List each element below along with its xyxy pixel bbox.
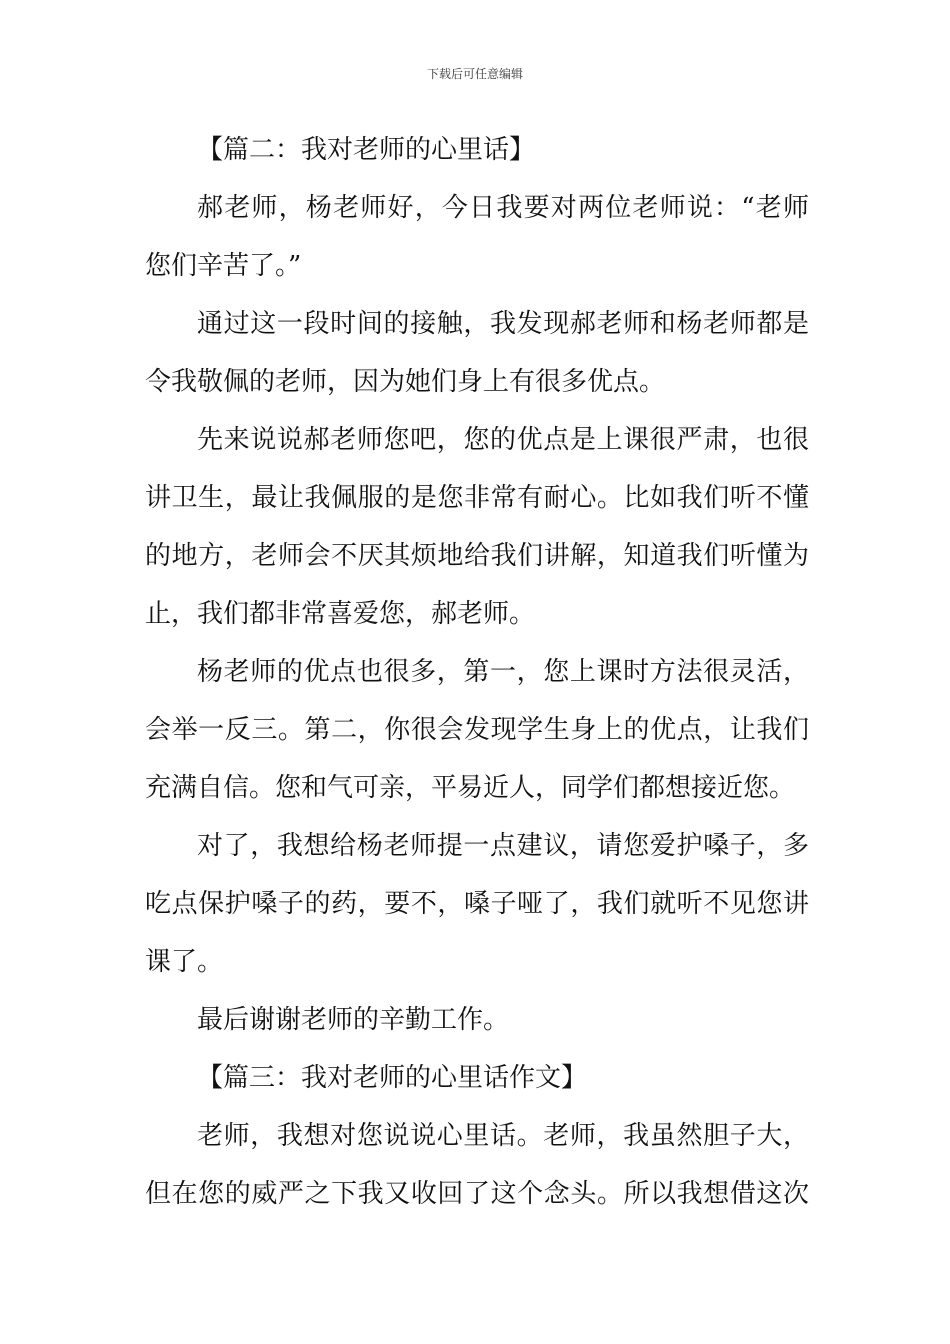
text-line: 会举一反三。第二，你很会发现学生身上的优点，让我们 (145, 715, 809, 745)
text-line: 的地方，老师会不厌其烦地给我们讲解，知道我们听懂为 (145, 541, 809, 571)
text-line: 讲卫生，最让我佩服的是您非常有耐心。比如我们听不懂 (145, 483, 809, 513)
text-line: 通过这一段时间的接触，我发现郝老师和杨老师都是 (197, 309, 809, 339)
text-line: 止，我们都非常喜爱您，郝老师。 (145, 599, 536, 629)
text-line: 充满自信。您和气可亲，平易近人，同学们都想接近您。 (145, 773, 796, 803)
text-line: 最后谢谢老师的辛勤工作。 (197, 1005, 510, 1035)
text-line: 老师，我想对您说说心里话。老师，我虽然胆子大， (197, 1121, 809, 1151)
text-line: 但在您的威严之下我又收回了这个念头。所以我想借这次 (145, 1179, 809, 1209)
text-line: 杨老师的优点也很多，第一，您上课时方法很灵活， (197, 657, 809, 687)
text-line: 吃点保护嗓子的药，要不，嗓子哑了，我们就听不见您讲 (145, 889, 809, 919)
text-line: 对了，我想给杨老师提一点建议，请您爱护嗓子，多 (197, 831, 809, 861)
document-body (145, 121, 809, 1223)
text-line: 郝老师，杨老师好，今日我要对两位老师说：“老师 (197, 193, 809, 223)
text-line: 【篇二：我对老师的心里话】 (197, 135, 536, 165)
page-header-note: 下载后可任意编辑 (426, 67, 523, 81)
text-line: 【篇三：我对老师的心里话作文】 (197, 1063, 588, 1093)
text-line: 先来说说郝老师您吧，您的优点是上课很严肃，也很 (197, 425, 809, 455)
text-line: 课了。 (145, 947, 224, 977)
text-line: 令我敬佩的老师，因为她们身上有很多优点。 (145, 367, 666, 397)
text-line: 您们辛苦了。” (145, 251, 302, 281)
